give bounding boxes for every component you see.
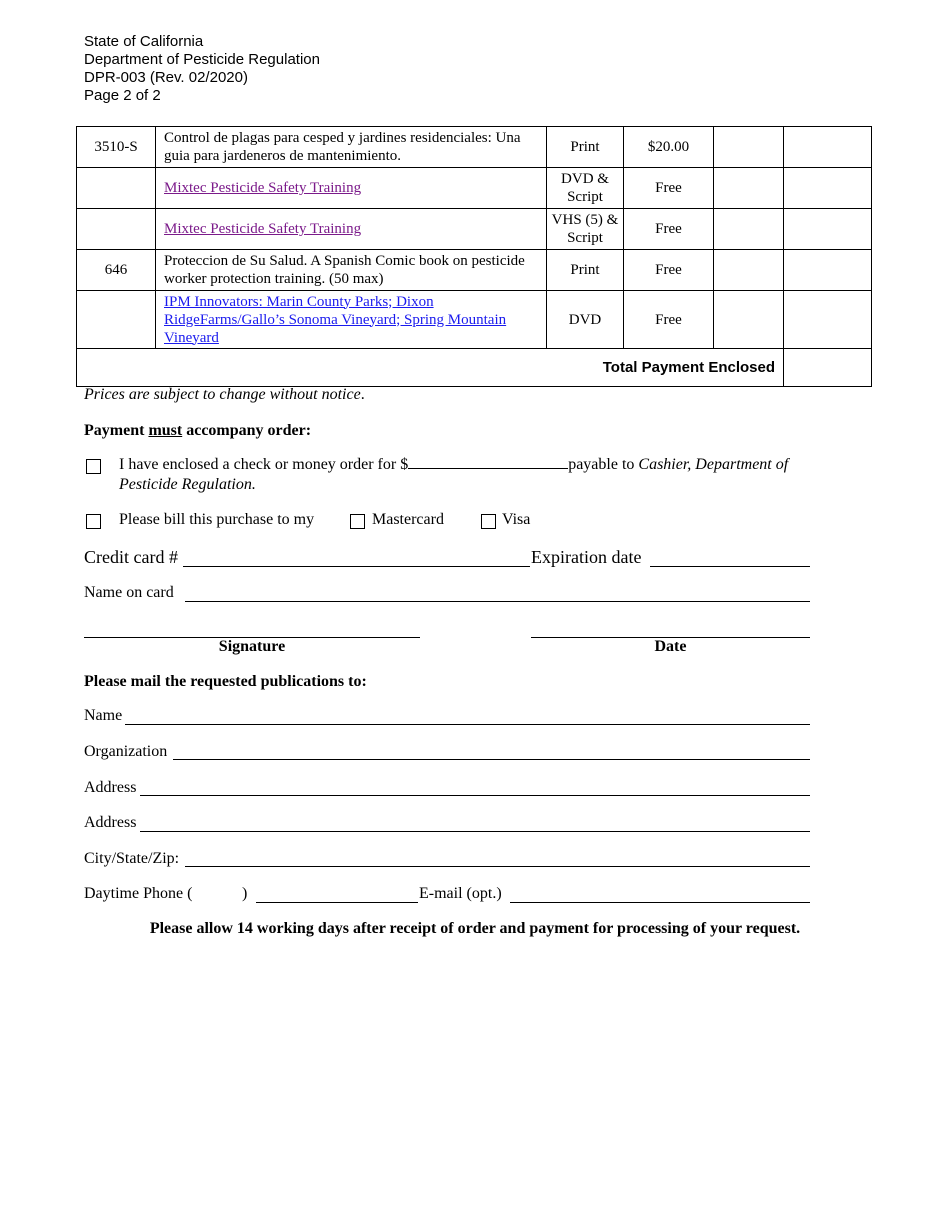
- publication-link[interactable]: IPM Innovators: Marin County Parks; Dixon RidgeFarms/Gallo’s Sonoma Vineyard; Spring Mountain Vineyard: [164, 293, 507, 346]
- publication-title: Control de plagas para cesped y jardines residenciales: Una guia para jardeneros de mantenimiento.: [156, 127, 547, 168]
- total-row: [77, 349, 872, 387]
- mail-address1-label: Address: [84, 779, 137, 796]
- header-page-number: Page 2 of 2: [84, 87, 161, 104]
- amount-cell[interactable]: [784, 168, 872, 209]
- quantity-cell[interactable]: [714, 209, 784, 250]
- publication-number: [77, 291, 156, 349]
- mail-organization-field[interactable]: [173, 759, 810, 760]
- mail-name-field[interactable]: [125, 724, 810, 725]
- date-label: Date: [654, 638, 687, 655]
- publication-price: Free: [624, 291, 714, 349]
- publication-title: Proteccion de Su Salud. A Spanish Comic book on pesticide worker protection training. (50 max): [156, 250, 547, 291]
- publication-format: DVD & Script: [547, 168, 624, 209]
- mail-address2-label: Address: [84, 814, 137, 831]
- mail-heading: Please mail the requested publications to:: [84, 673, 367, 690]
- mail-city-field[interactable]: [185, 866, 810, 867]
- bill-card-text: Please bill this purchase to my: [119, 511, 315, 528]
- mail-address2-field[interactable]: [140, 831, 810, 832]
- header-department: Department of Pesticide Regulation: [84, 51, 320, 68]
- table-row: [77, 127, 872, 168]
- mail-phone-label: Daytime Phone (: [84, 885, 193, 902]
- processing-note: Please allow 14 working days after receipt of order and payment for processing of your request.: [149, 920, 801, 937]
- table-row: [77, 291, 872, 349]
- payment-heading: Payment must accompany order:: [84, 422, 312, 439]
- check-payment-text: I have enclosed a check or money order for $ payable to Cashier, Department of: [119, 456, 789, 473]
- amount-cell[interactable]: [784, 250, 872, 291]
- publication-number: 646: [77, 250, 156, 291]
- mastercard-label: Mastercard: [372, 511, 444, 528]
- table-row: [77, 168, 872, 209]
- name-on-card-field[interactable]: [185, 601, 810, 602]
- publication-price: Free: [624, 209, 714, 250]
- mastercard-checkbox[interactable]: [350, 514, 365, 529]
- mail-phone-field[interactable]: [256, 902, 418, 903]
- check-payment-checkbox[interactable]: [86, 459, 101, 474]
- publication-format: Print: [547, 250, 624, 291]
- amount-cell[interactable]: [784, 209, 872, 250]
- total-payment-cell[interactable]: [784, 349, 872, 387]
- bill-card-checkbox[interactable]: [86, 514, 101, 529]
- quantity-cell[interactable]: [714, 250, 784, 291]
- publication-number: [77, 209, 156, 250]
- name-on-card-label: Name on card: [84, 584, 174, 601]
- mail-email-field[interactable]: [510, 902, 810, 903]
- publications-table: [76, 126, 872, 387]
- publication-price: $20.00: [624, 127, 714, 168]
- publication-format: Print: [547, 127, 624, 168]
- signature-label: Signature: [218, 638, 286, 655]
- amount-cell[interactable]: [784, 291, 872, 349]
- price-notice: Prices are subject to change without notice.: [84, 386, 365, 403]
- credit-card-number-field[interactable]: [183, 566, 530, 567]
- payable-name-line2: Pesticide Regulation.: [119, 476, 256, 493]
- mail-name-label: Name: [84, 707, 123, 724]
- credit-card-label: Credit card #: [84, 547, 178, 567]
- expiration-date-field[interactable]: [650, 566, 810, 567]
- publication-link[interactable]: Mixtec Pesticide Safety Training: [164, 221, 362, 237]
- expiration-date-label: Expiration date: [531, 547, 642, 567]
- quantity-cell[interactable]: [714, 127, 784, 168]
- amount-cell[interactable]: [784, 127, 872, 168]
- table-row: [77, 250, 872, 291]
- publication-price: Free: [624, 168, 714, 209]
- publication-price: Free: [624, 250, 714, 291]
- publication-link[interactable]: Mixtec Pesticide Safety Training: [164, 180, 362, 196]
- header-form-number: DPR-003 (Rev. 02/2020): [84, 69, 248, 86]
- total-payment-label: Total Payment Enclosed: [77, 349, 784, 387]
- mail-organization-label: Organization: [84, 743, 168, 760]
- mail-city-label: City/State/Zip:: [84, 850, 180, 867]
- publication-number: 3510-S: [77, 127, 156, 168]
- form-header: [84, 33, 320, 105]
- mail-phone-close-paren: ): [242, 885, 248, 902]
- quantity-cell[interactable]: [714, 168, 784, 209]
- visa-label: Visa: [502, 511, 531, 528]
- publication-format: DVD: [547, 291, 624, 349]
- header-state: State of California: [84, 33, 204, 50]
- publication-number: [77, 168, 156, 209]
- mail-address1-field[interactable]: [140, 795, 810, 796]
- quantity-cell[interactable]: [714, 291, 784, 349]
- table-row: [77, 209, 872, 250]
- publication-format: VHS (5) & Script: [547, 209, 624, 250]
- check-amount-field[interactable]: [408, 456, 568, 469]
- mail-email-label: E-mail (opt.): [419, 885, 502, 902]
- visa-checkbox[interactable]: [481, 514, 496, 529]
